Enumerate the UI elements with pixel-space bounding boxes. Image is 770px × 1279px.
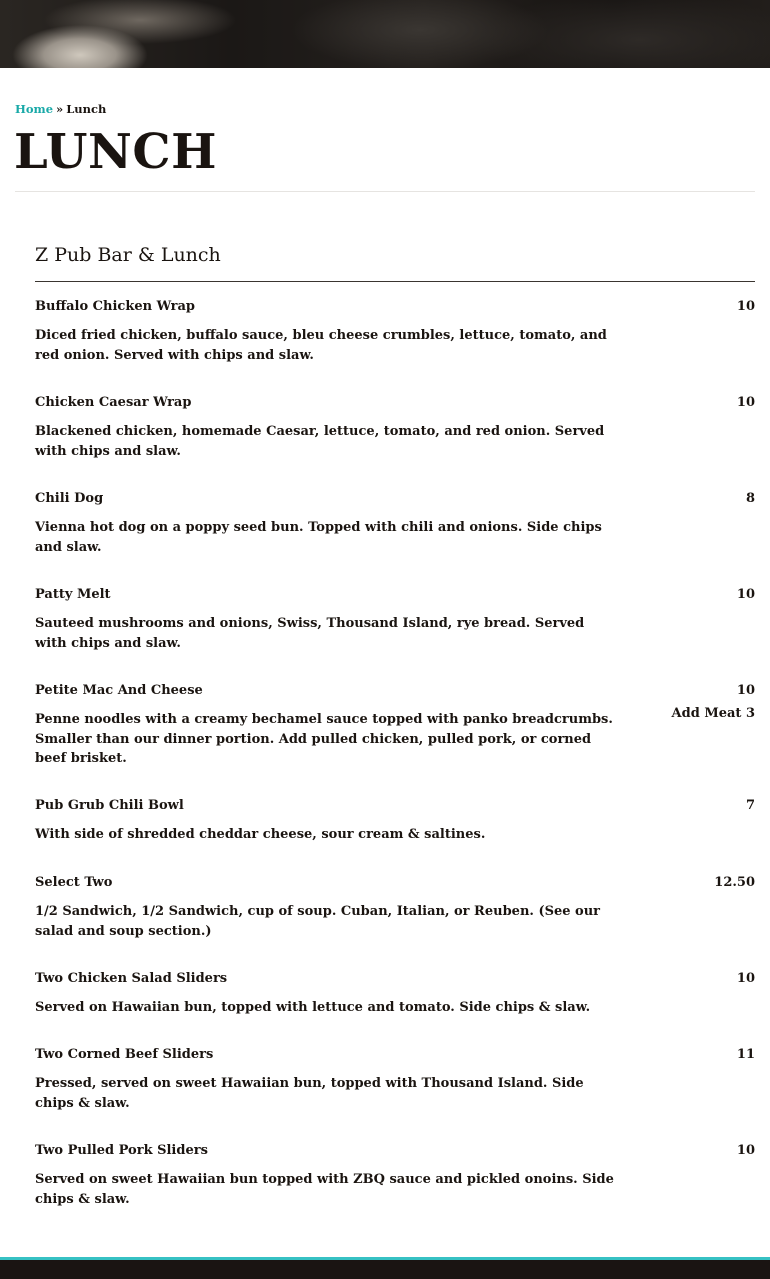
menu-item-name: Pub Grub Chili Bowl bbox=[35, 798, 184, 813]
menu-item-description: Vienna hot dog on a poppy seed bun. Topped with chili and onions. Side chips and slaw. bbox=[35, 520, 602, 555]
menu-item-name: Two Chicken Salad Sliders bbox=[35, 971, 228, 986]
menu-item-price: 10 bbox=[736, 971, 755, 986]
menu-item-name: Chicken Caesar Wrap bbox=[35, 395, 192, 410]
menu-item-description: Served on Hawaiian bun, topped with lettuce and tomato. Side chips & slaw. bbox=[35, 1000, 591, 1015]
breadcrumb-separator: » bbox=[56, 102, 64, 116]
menu-item-description: Penne noodles with a creamy bechamel sauce topped with panko breadcrumbs. Smaller than our dinner portion. Add pulled chicken, pulled pork, or corned beef brisket. bbox=[35, 712, 613, 766]
menu-item-name: Two Pulled Pork Sliders bbox=[35, 1143, 208, 1158]
menu-item-description: 1/2 Sandwich, 1/2 Sandwich, cup of soup. Cuban, Italian, or Reuben. (See our salad and soup section.) bbox=[35, 904, 601, 939]
menu-item-addon-price: Add Meat 3 bbox=[671, 706, 755, 721]
page-title: LUNCH bbox=[14, 124, 217, 180]
menu-item-description: Diced fried chicken, buffalo sauce, bleu cheese crumbles, lettuce, tomato, and red onion. Served with chips and slaw. bbox=[35, 328, 607, 363]
menu-item-price: 8 bbox=[745, 491, 755, 506]
menu-item-description: Pressed, served on sweet Hawaiian bun, topped with Thousand Island. Side chips & slaw. bbox=[35, 1076, 584, 1111]
menu-item-price: 10 bbox=[736, 683, 755, 698]
menu-item-price: 10 bbox=[736, 299, 755, 314]
menu-item-name: Two Corned Beef Sliders bbox=[35, 1047, 214, 1062]
breadcrumb-home-link[interactable]: Home bbox=[15, 102, 54, 116]
menu-item-description: Blackened chicken, homemade Caesar, lettuce, tomato, and red onion. Served with chips and slaw. bbox=[35, 424, 605, 459]
menu-item-description: Sauteed mushrooms and onions, Swiss, Thousand Island, rye bread. Served with chips and slaw. bbox=[35, 616, 585, 651]
menu-item-name: Patty Melt bbox=[35, 587, 111, 602]
menu-item-price: 10 bbox=[736, 395, 755, 410]
menu-item-price: 12.50 bbox=[714, 875, 755, 890]
breadcrumb bbox=[15, 102, 106, 116]
menu-item-price: 10 bbox=[736, 587, 755, 602]
menu-item-name: Select Two bbox=[35, 875, 113, 890]
menu-item-description: Served on sweet Hawaiian bun topped with ZBQ sauce and pickled onoins. Side chips & slaw. bbox=[35, 1172, 614, 1207]
section-divider bbox=[35, 281, 755, 282]
menu-item-price: 10 bbox=[736, 1143, 755, 1158]
menu-item-price: 11 bbox=[736, 1047, 755, 1062]
menu-item-name: Buffalo Chicken Wrap bbox=[35, 299, 195, 314]
menu-item-description: With side of shredded cheddar cheese, sour cream & saltines. bbox=[35, 827, 486, 842]
site-footer bbox=[0, 1260, 770, 1279]
menu-item-price: 7 bbox=[745, 798, 755, 813]
menu-item-name: Chili Dog bbox=[35, 491, 104, 506]
menu-item-name: Petite Mac And Cheese bbox=[35, 683, 203, 698]
section-title: Z Pub Bar & Lunch bbox=[35, 244, 221, 266]
breadcrumb-current: Lunch bbox=[66, 102, 107, 116]
hero-banner-image bbox=[0, 0, 770, 68]
title-divider bbox=[15, 191, 755, 192]
